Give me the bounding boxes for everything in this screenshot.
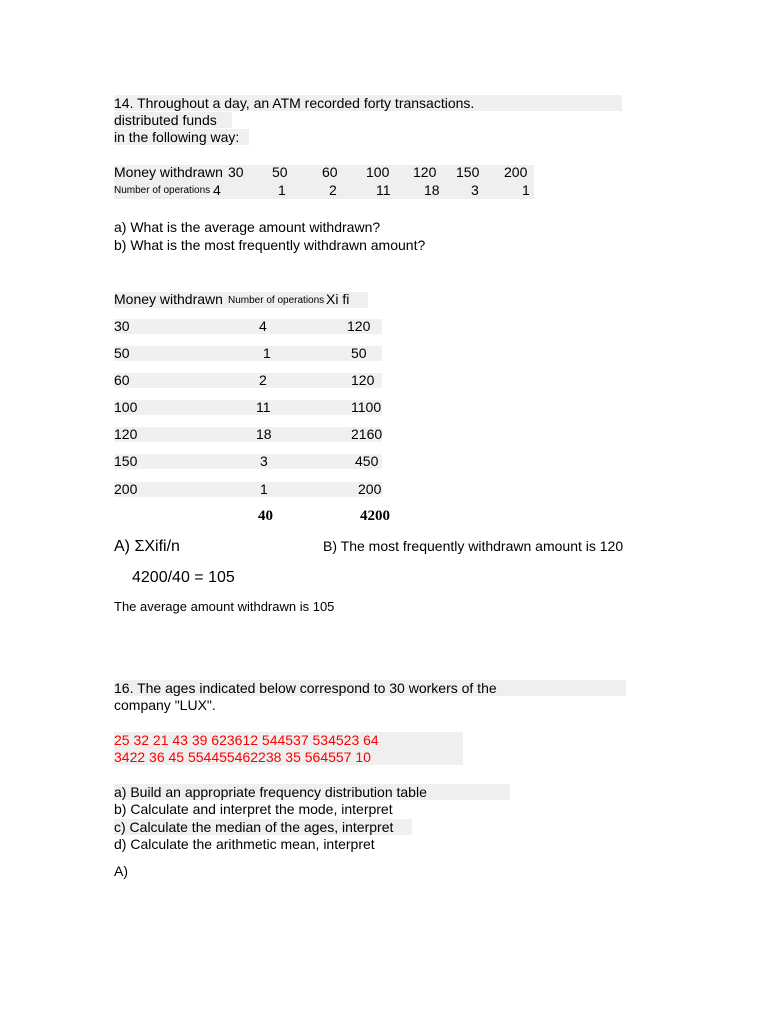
- money-value: 30: [228, 164, 244, 180]
- table-header-xifi: Xi fi: [326, 291, 350, 307]
- table-cell-xf: 50: [351, 345, 367, 361]
- money-label: Money withdrawn: [114, 164, 223, 180]
- table-cell-x: 200: [114, 481, 138, 497]
- table-cell-x: 30: [114, 318, 130, 334]
- answer-a-calculation: 4200/40 = 105: [132, 569, 235, 586]
- money-value: 150: [456, 164, 480, 180]
- table-cell-xf: 120: [351, 372, 375, 388]
- row-bg: [114, 427, 382, 442]
- table-cell-f: 4: [259, 318, 267, 334]
- ops-value: 4: [213, 182, 221, 198]
- ops-value: 1: [278, 182, 286, 198]
- ops-value: 18: [424, 182, 440, 198]
- table-cell-f: 1: [263, 345, 271, 361]
- answer-a-text: The average amount withdrawn is 105: [114, 599, 335, 614]
- ops-value: 2: [329, 182, 337, 198]
- row-bg: [114, 346, 382, 361]
- table-header-ops: Number of operations: [228, 295, 325, 306]
- money-value: 120: [413, 164, 437, 180]
- table-cell-x: 50: [114, 345, 130, 361]
- table-cell-xf: 200: [358, 481, 382, 497]
- table-total-xf: 4200: [360, 508, 390, 524]
- table-cell-f: 2: [259, 372, 267, 388]
- row-bg: [114, 373, 382, 388]
- item-c: c) Calculate the median of the ages, interpret: [114, 819, 394, 835]
- ops-value: 3: [471, 182, 479, 198]
- answer-a-formula: A) ΣXifi/n: [114, 538, 180, 555]
- table-cell-f: 3: [260, 453, 268, 469]
- table-header-money: Money withdrawn: [114, 291, 223, 307]
- item-a: a) Build an appropriate frequency distribution table: [114, 784, 427, 800]
- row-bg: [114, 400, 382, 415]
- ages-line1: 25 32 21 43 39 623612 544537 534523 64: [114, 732, 379, 748]
- row-bg: [114, 319, 382, 334]
- problem-14-line2: distributed funds: [114, 112, 217, 128]
- table-total-f: 40: [258, 508, 273, 524]
- table-cell-x: 100: [114, 399, 138, 415]
- table-cell-xf: 1100: [351, 399, 382, 415]
- ops-label: Number of operations: [114, 185, 211, 196]
- table-cell-f: 18: [256, 426, 272, 442]
- table-cell-x: 60: [114, 372, 130, 388]
- money-value: 200: [504, 164, 528, 180]
- money-value: 50: [272, 164, 288, 180]
- ops-value: 1: [522, 182, 530, 198]
- problem-14-line3: in the following way:: [114, 129, 240, 145]
- row-bg: [114, 454, 382, 469]
- table-cell-x: 150: [114, 453, 138, 469]
- question-b: b) What is the most frequently withdrawn amount?: [114, 237, 426, 253]
- ages-line2: 3422 36 45 554455462238 35 564557 10: [114, 749, 371, 765]
- item-d: d) Calculate the arithmetic mean, interpret: [114, 836, 375, 852]
- row-bg: [114, 482, 382, 497]
- table-cell-f: 1: [260, 481, 268, 497]
- problem-16-line1: 16. The ages indicated below correspond to 30 workers of the: [114, 680, 497, 696]
- problem-16-line2: company "LUX".: [114, 697, 216, 713]
- money-value: 100: [366, 164, 390, 180]
- answer-b-text: B) The most frequently withdrawn amount is 120: [323, 538, 624, 554]
- table-cell-x: 120: [114, 426, 138, 442]
- table-cell-xf: 120: [347, 318, 371, 334]
- problem-14-line1: 14. Throughout a day, an ATM recorded forty transactions.: [114, 95, 475, 111]
- ops-value: 11: [376, 182, 391, 198]
- answer-a-label: A): [114, 863, 128, 879]
- money-value: 60: [322, 164, 338, 180]
- table-cell-xf: 2160: [351, 426, 383, 442]
- question-a: a) What is the average amount withdrawn?: [114, 219, 381, 235]
- table-cell-xf: 450: [355, 453, 379, 469]
- table-cell-f: 11: [256, 399, 271, 415]
- item-b: b) Calculate and interpret the mode, interpret: [114, 801, 393, 817]
